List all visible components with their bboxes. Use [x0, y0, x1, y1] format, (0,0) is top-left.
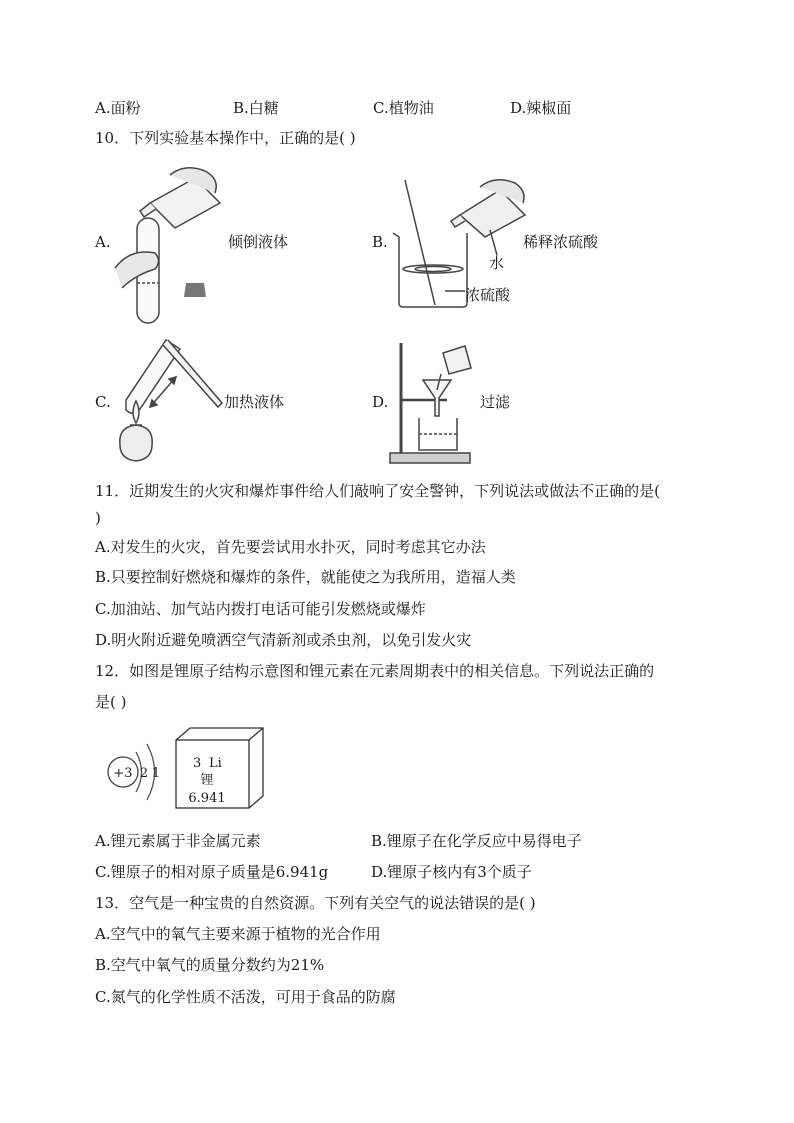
atom-structure-diagram: [108, 744, 160, 800]
q10-option-b-caption: 稀释浓硫酸: [523, 233, 599, 251]
lithium-diagrams: [100, 722, 270, 827]
nucleus-charge: +3: [113, 766, 133, 781]
q10-option-c-caption: 加热液体: [224, 393, 285, 411]
label-water: 水: [489, 254, 505, 272]
q11-option-c: C.加油站、加气站内拨打电话可能引发燃烧或爆炸: [95, 600, 426, 618]
q12-stem-line1: 12．如图是锂原子结构示意图和锂元素在元素周期表中的相关信息。下列说法正确的: [95, 662, 655, 680]
q10-option-a-letter: A.: [95, 233, 111, 251]
q9-option-c: C.植物油: [373, 99, 434, 117]
q11-stem-line2: ): [95, 509, 101, 527]
pouring-liquid-figure: [110, 163, 230, 333]
q9-options: [95, 97, 715, 117]
q12-option-b: B.锂原子在化学反应中易得电子: [371, 832, 582, 850]
q12-stem-line2: 是( ): [95, 693, 127, 711]
heating-liquid-figure: [108, 335, 228, 470]
shell2-electrons: 1: [151, 766, 161, 781]
q12-option-c: C.锂原子的相对原子质量是6.941g: [95, 863, 329, 881]
q10-option-d-letter: D.: [372, 393, 389, 411]
q9-option-a: A.面粉: [95, 99, 141, 117]
label-conc-acid: 浓硫酸: [465, 286, 511, 304]
shell1-electrons: 2: [139, 766, 149, 781]
q11-option-b: B.只要控制好燃烧和爆炸的条件，就能使之为我所用，造福人类: [95, 568, 516, 586]
q10-option-c-letter: C.: [95, 393, 111, 411]
q10-option-d-caption: 过滤: [480, 393, 511, 411]
atomic-mass: 6.941: [188, 791, 226, 806]
q9-option-b: B.白糖: [233, 99, 279, 117]
q12-option-a: A.锂元素属于非金属元素: [95, 832, 261, 850]
element-card: [176, 728, 263, 808]
q13-option-c: C.氮气的化学性质不活泼，可用于食品的防腐: [95, 988, 396, 1006]
q13-option-a: A.空气中的氧气主要来源于植物的光合作用: [95, 925, 381, 943]
q13-option-b: B.空气中氧气的质量分数约为21%: [95, 956, 325, 974]
q10-option-b-letter: B.: [372, 233, 388, 251]
q13-stem: 13．空气是一种宝贵的自然资源。下列有关空气的说法错误的是( ): [95, 894, 536, 912]
q12-option-d: D.锂原子核内有3个质子: [371, 863, 532, 881]
atomic-number: 3: [193, 756, 202, 771]
q11-stem-line1: 11．近期发生的火灾和爆炸事件给人们敲响了安全警钟，下列说法或做法不正确的是(: [95, 482, 660, 500]
element-symbol: Li: [209, 756, 222, 771]
q9-option-d: D.辣椒面: [510, 99, 572, 117]
q10-option-a-caption: 倾倒液体: [228, 233, 289, 251]
filtration-figure: [385, 338, 475, 466]
q11-option-a: A.对发生的火灾，首先要尝试用水扑灭，同时考虑其它办法: [95, 538, 486, 556]
q10-stem: 10．下列实验基本操作中，正确的是( ): [95, 129, 356, 147]
q11-option-d: D.明火附近避免喷洒空气清新剂或杀虫剂，以免引发火灾: [95, 631, 472, 649]
element-name: 锂: [200, 773, 214, 788]
